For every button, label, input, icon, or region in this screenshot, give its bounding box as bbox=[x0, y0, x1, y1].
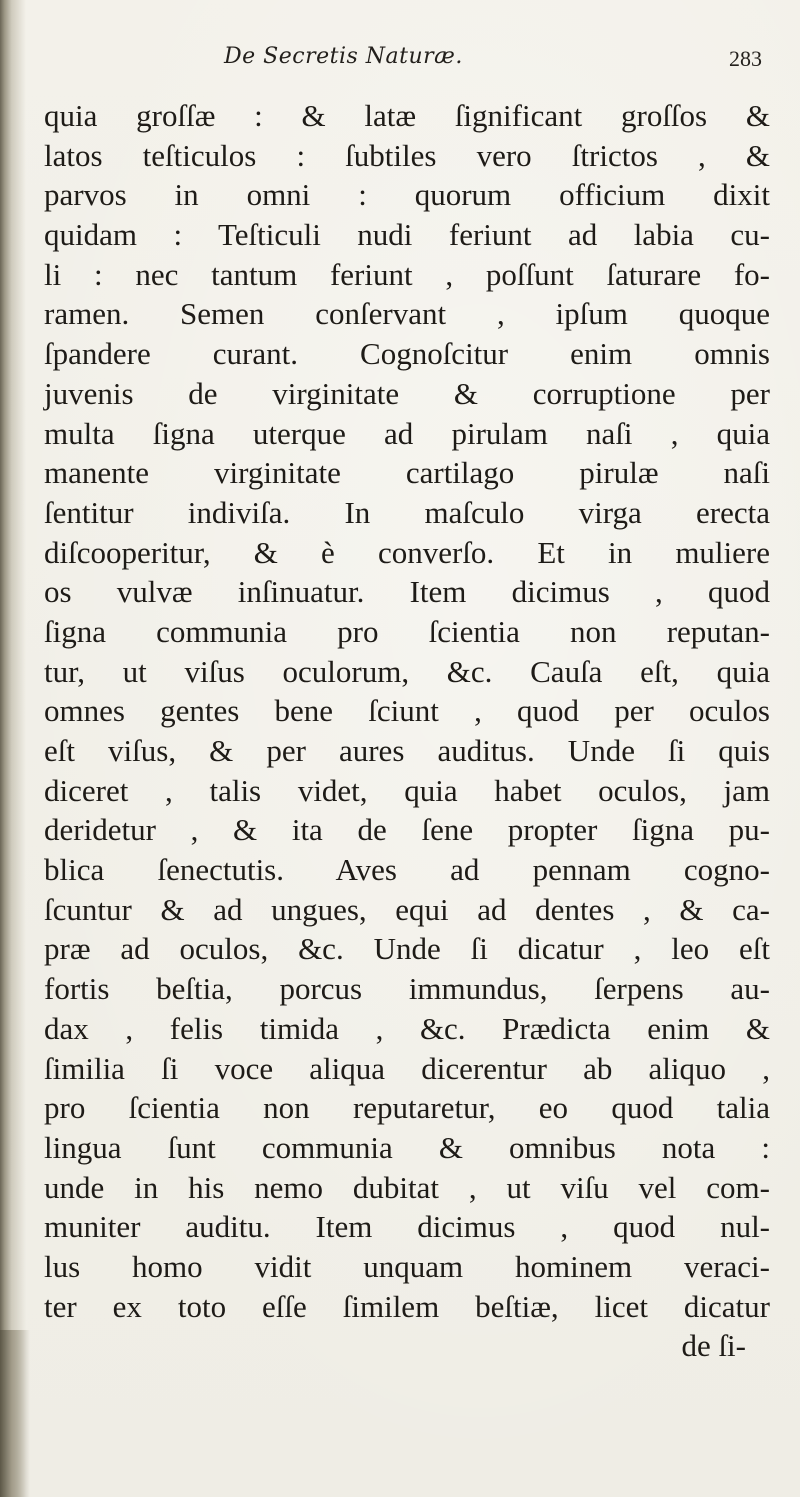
text-line: ter ex toto eſſe ſimilem beſtiæ, licet dicatur bbox=[44, 1288, 770, 1324]
text-line: quia groſſæ : & latæ ſignificant groſſos & bbox=[44, 98, 770, 133]
running-title: De Secretis Naturæ. bbox=[224, 44, 463, 69]
text-line: parvos in omni : quorum officium dixit bbox=[44, 177, 770, 213]
text-line: præ ad oculos, &c. Unde ſi dicatur , leo eſt bbox=[44, 931, 770, 967]
text-line: ramen. Semen conſervant , ipſum quoque bbox=[44, 296, 770, 332]
text-line: pro ſcientia non reputaretur, eo quod talia bbox=[44, 1090, 770, 1126]
text-line: manente virginitate cartilago pirulæ naſi bbox=[44, 455, 770, 491]
text-line: diceret , talis videt, quia habet oculos, jam bbox=[44, 772, 770, 808]
text-line: tur, ut viſus oculorum, &c. Cauſa eſt, quia bbox=[44, 653, 770, 689]
text-line: dax , felis timida , &c. Prædicta enim & bbox=[44, 1010, 770, 1046]
text-line: lus homo vidit unquam hominem veraci- bbox=[44, 1248, 770, 1284]
text-line: ſpandere curant. Cognoſcitur enim omnis bbox=[44, 336, 770, 372]
text-line: fortis beſtia, porcus immundus, ſerpens au- bbox=[44, 971, 770, 1007]
text-line: ſcuntur & ad ungues, equi ad dentes , & ca- bbox=[44, 891, 770, 927]
text-line: eſt viſus, & per aures auditus. Unde ſi quis bbox=[44, 733, 770, 768]
text-line: ſigna communia pro ſcientia non reputan- bbox=[44, 613, 770, 649]
text-line: ſimilia ſi voce aliqua dicerentur ab aliquo , bbox=[44, 1050, 770, 1086]
text-line: deridetur , & ita de ſene propter ſigna pu- bbox=[44, 812, 770, 848]
text-line: unde in his nemo dubitat , ut viſu vel com- bbox=[44, 1169, 770, 1205]
text-line: omnes gentes bene ſciunt , quod per oculos bbox=[44, 693, 770, 729]
text-line: juvenis de virginitate & corruptione per bbox=[44, 375, 770, 411]
text-line: diſcooperitur, & è converſo. Et in muliere bbox=[44, 534, 770, 570]
text-line: latos teſticulos : ſubtiles vero ſtrictos , & bbox=[44, 137, 770, 173]
text-line: lingua ſunt communia & omnibus nota : bbox=[44, 1129, 770, 1165]
text-line: ſentitur indiviſa. In maſculo virga erecta bbox=[44, 494, 770, 530]
page-number: 283 bbox=[729, 46, 762, 71]
text-line: muniter auditu. Item dicimus , quod nul- bbox=[44, 1209, 770, 1245]
text-line: multa ſigna uterque ad pirulam naſi , quia bbox=[44, 415, 770, 451]
text-line-catchword: de ſi- bbox=[681, 1328, 746, 1364]
body-text bbox=[44, 96, 770, 1366]
text-line: os vulvæ inſinuatur. Item dicimus , quod bbox=[44, 574, 770, 610]
binding-gutter-shadow bbox=[0, 0, 26, 1497]
text-line: quidam : Teſticuli nudi feriunt ad labia cu- bbox=[44, 217, 770, 253]
text-line: li : nec tantum feriunt , poſſunt ſaturare fo- bbox=[44, 256, 770, 292]
page-header bbox=[40, 44, 780, 84]
binding-gutter-shadow-lower bbox=[0, 1330, 30, 1497]
text-line: blica ſenectutis. Aves ad pennam cogno- bbox=[44, 852, 770, 888]
